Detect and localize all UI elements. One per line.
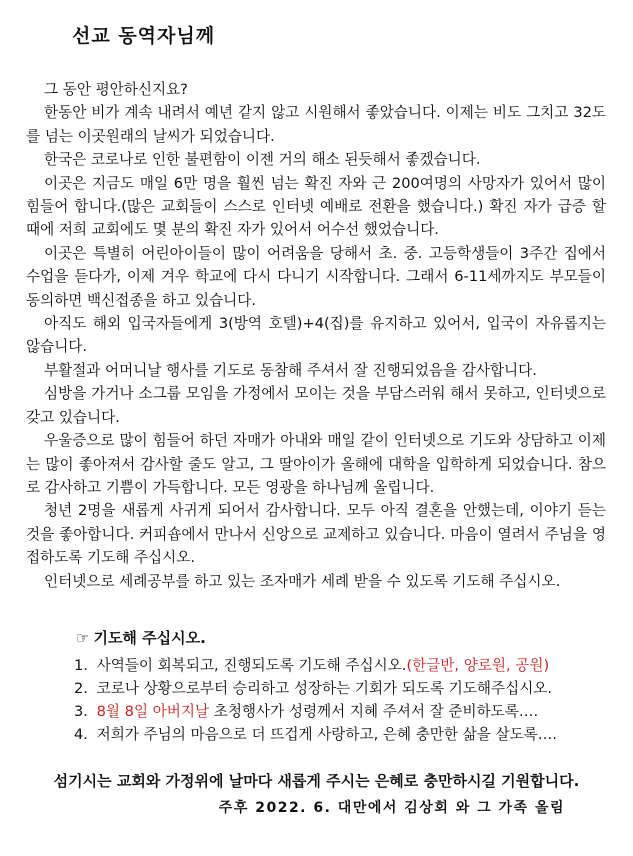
item-text: 저희가 주님의 마음으로 더 뜨겁게 사랑하고, 은혜 충만한 삶을 살도록…. bbox=[96, 726, 557, 743]
prayer-requests bbox=[26, 628, 606, 746]
prayer-heading-text: 기도해 주십시오. bbox=[93, 629, 206, 647]
paragraph: 한국은 코로나로 인한 불편함이 이젠 거의 해소 된듯해서 좋겠습니다. bbox=[44, 151, 481, 169]
item-number: 3. bbox=[74, 703, 88, 720]
item-number: 4. bbox=[74, 726, 88, 743]
list-item bbox=[74, 700, 606, 723]
paragraph: 심방을 가거나 소그룹 모임을 가정에서 모이는 것을 부담스러워 해서 못하고, 인터넷으로 갖고 있습니다. bbox=[26, 385, 606, 426]
item-text: 초청행사가 성령께서 지혜 주셔서 잘 준비하도록…. bbox=[213, 703, 539, 720]
list-item bbox=[74, 654, 606, 677]
prayer-list bbox=[26, 654, 606, 746]
list-item bbox=[74, 677, 606, 700]
item-number: 2. bbox=[74, 680, 88, 697]
item-text: 코로나 상황으로부터 승리하고 성장하는 기회가 되도록 기도해주십시오. bbox=[96, 680, 553, 697]
closing-blessing: 섬기시는 교회와 가정위에 날마다 새롭게 주시는 은혜로 충만하시길 기원합니다. bbox=[53, 772, 580, 790]
paragraph: 청년 2명을 새롭게 사귀게 되어서 감사합니다. 모두 아직 결혼을 안했는데, 이야기 듣는 것을 좋아합니다. 커피숍에서 만나서 신앙으로 교제하고 있습니다. 마음이 열려서 주님을 영접하도록 기도해 주십시오. bbox=[26, 502, 606, 567]
paragraph: 이곳은 지금도 매일 6만 명을 훨씬 넘는 확진 자와 근 200여명의 사망자가 있어서 많이 힘들어 합니다.(많은 교회들이 스스로 인터넷 예배로 전환을 했습니다.) 확진 자가 급증 할 때에 저희 교회에도 몇 분의 확진 자가 있어서 어수선 했었습니다. bbox=[26, 174, 606, 239]
item-highlight: (한글반, 양로원, 공원) bbox=[406, 657, 550, 674]
item-highlight: 8월 8일 아버지날 bbox=[96, 703, 210, 720]
list-item bbox=[74, 723, 606, 746]
paragraph: 이곳은 특별히 어린아이들이 많이 어려움을 당해서 초. 중. 고등학생들이 3주간 집에서 수업을 듣다가, 이제 겨우 학교에 다시 다니기 시작합니다. 그래서 6-11세까지도 부모들이 동의하면 백신접종을 하고 있습니다. bbox=[26, 244, 606, 309]
paragraph: 그 동안 평안하신지요? bbox=[44, 81, 188, 98]
signature: 주후 2022. 6. 대만에서 김상회 와 그 가족 올림 bbox=[218, 800, 565, 816]
letter-title: 선교 동역자님께 bbox=[72, 25, 216, 47]
item-number: 1. bbox=[74, 657, 88, 674]
paragraph: 인터넷으로 세례공부를 하고 있는 조자매가 세례 받을 수 있도록 기도해 주십시오. bbox=[44, 572, 561, 590]
item-text: 사역들이 회복되고, 진행되도록 기도해 주십시오. bbox=[96, 657, 407, 674]
paragraph: 부활절과 어머니날 행사를 기도로 동참해 주셔서 잘 진행되었음을 감사합니다. bbox=[44, 361, 537, 379]
paragraph: 아직도 해외 입국자들에게 3(방역 호텔)+4(집)를 유지하고 있어서, 입국이 자유롭지는 않습니다. bbox=[26, 315, 606, 356]
paragraph: 우울증으로 많이 힘들어 하던 자매가 아내와 매일 같이 인터넷으로 기도와 상담하고 이제는 많이 좋아져서 감사할 줄도 알고, 그 딸아이가 올해에 대학을 입학하게 되었습니다. 참으로 감사하고 기쁨이 가득합니다. 모든 영광을 하나님께 올립니다. bbox=[26, 432, 606, 496]
prayer-heading bbox=[76, 628, 606, 648]
pointing-hand-icon: ☞ bbox=[76, 629, 90, 647]
paragraph: 한동안 비가 계속 내려서 예년 같지 않고 시원해서 좋았습니다. 이제는 비도 그치고 32도를 넘는 이곳원래의 날씨가 되었습니다. bbox=[26, 104, 606, 145]
letter-body bbox=[26, 78, 606, 593]
